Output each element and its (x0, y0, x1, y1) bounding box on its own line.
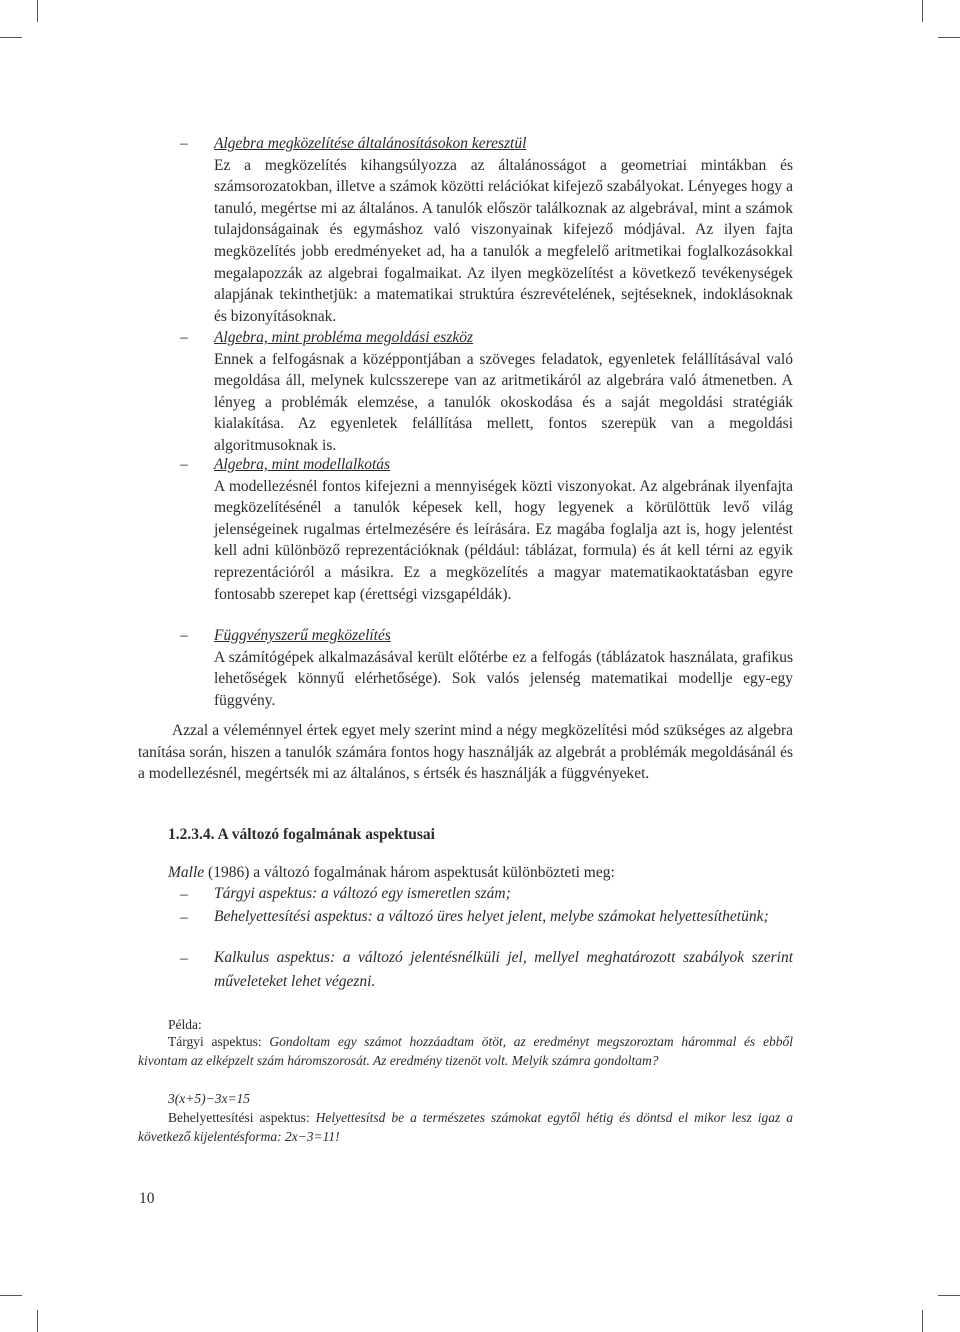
example-targyi (138, 1032, 793, 1070)
example-targyi-label: Tárgyi aspektus: (168, 1034, 270, 1049)
bullet-title: Algebra megközelítése általánosításokon keresztül (214, 135, 527, 152)
bullet-dash: – (180, 950, 188, 967)
example-targyi-text: Gondoltam egy számot hozzáadtam ötöt, az eredményt megszoroztam hárommal és ebből kivontam az elképzelt szám háromszorosát. Az eredmény tizenöt volt. Melyik számra gondoltam? (138, 1034, 793, 1068)
intro-paragraph (168, 862, 615, 884)
bullet-body: A számítógépek alkalmazásával került előtérbe ez a felfogás (táblázatok használata, grafikus lehetőségek könnyű elérhetősége). Sok valós jelenség matematikai modellje egy-egy függvény. (214, 648, 793, 709)
bullet-dash: – (180, 329, 188, 346)
aspect-item: Kalkulus aspektus: a változó jelentésnélküli jel, mellyel meghatározott szabályok szerint műveleteket lehet végezni. (214, 949, 793, 990)
example-behely-text: Helyettesítsd be a természetes számokat egytől hétig és döntsd el mikor lesz igaz a következő kijelentésforma: 2x−3=11! (138, 1110, 793, 1144)
example-formula-text: 3(x+5)−3x=15 (168, 1091, 251, 1106)
bullet-dash: – (180, 909, 188, 926)
crop-mark-bottom-right-h (938, 1295, 960, 1296)
bullet-dash: – (180, 886, 188, 903)
bullet-item (214, 133, 793, 327)
aspect-item: Behelyettesítési aspektus: a változó üres helyet jelent, melybe számokat helyettesíthetünk; (214, 908, 769, 925)
crop-mark-top-left (37, 0, 38, 22)
summary-paragraph: Azzal a véleménnyel értek egyet mely szerint mind a négy megközelítési mód szükséges az algebra tanítása során, hiszen a tanulók számára fontos hogy használják az algebrát a problémák megoldásánál és a modellezésnél, megértsék mi az általános, s értsék és használják a függvényeket. (138, 722, 793, 783)
example-behelyettesitesi (138, 1108, 793, 1146)
example-behely-label: Behelyettesítési aspektus: (168, 1110, 316, 1125)
crop-mark-top-left-h (0, 37, 22, 38)
bullet-title: Algebra, mint probléma megoldási eszköz (214, 329, 474, 346)
crop-mark-top-right (922, 0, 923, 22)
page-number: 10 (139, 1190, 155, 1207)
bullet-title: Algebra, mint modellalkotás (214, 456, 391, 473)
aspect-item: Tárgyi aspektus: a változó egy ismeretlen szám; (214, 885, 511, 902)
bullet-dash: – (180, 135, 188, 152)
bullet-body: A modellezésnél fontos kifejezni a mennyiségek közti viszonyokat. Az algebrának ilyenfajta megközelítésénél a tanulók képesek kell, hogy legyenek a körülöttük levő világ jelenségeinek rugalmas értelmezésére és leírására. Ez magába foglalja azt is, hogy jelentést kell adni különböző reprezentációknak (például: táblázat, formula) és át kell térni az egyik reprezentációról a másikra. Ez a megközelítés a magyar matematikaoktatásban egyre fontosabb szerepet kap (érettségi vizsgapéldák). (214, 477, 793, 603)
section-heading: 1.2.3.4. A változó fogalmának aspektusai (168, 826, 435, 843)
crop-mark-bottom-right (922, 1310, 923, 1332)
intro-author: Malle (168, 864, 205, 881)
bullet-dash: – (180, 456, 188, 473)
intro-text: (1986) a változó fogalmának három aspektusát különbözteti meg: (204, 864, 615, 881)
bullet-item (214, 327, 793, 457)
bullet-dash: – (180, 627, 188, 644)
bullet-item (214, 454, 793, 605)
example-label-text: Példa: (168, 1017, 202, 1032)
bullet-item (214, 625, 793, 711)
crop-mark-top-right-h (938, 37, 960, 38)
crop-mark-bottom-left (37, 1310, 38, 1332)
bullet-body: Ez a megközelítés kihangsúlyozza az általánosságot a geometriai mintákban és számsorozatokban, illetve a számok közötti relációkat kifejező szabályokat. Lényeges hogy a tanuló, megértse mi az általános. A tanulók először találkoznak az algebrával, mint a számok tulajdonságainak és egymáshoz való viszonyainak kifejező módjával. Az ilyen fajta megközelítés jobb eredményeket ad, ha a tanulók a megfelelő aritmetikai foglalkozásokkal megalapozzák az algebrai fogalmaikat. Az ilyen megközelítést a következő tevékenységek alapjának tekinthetjük: a matematikai struktúra észrevételének, sejtéseknek, indoklásoknak és bizonyításoknak. (214, 156, 793, 325)
crop-mark-bottom-left-h (0, 1295, 22, 1296)
example-formula (168, 1089, 468, 1108)
bullet-body: Ennek a felfogásnak a középpontjában a szöveges feladatok, egyenletek felállításával való megoldása áll, melynek kulcsszerepe van az aritmetikáról az algebrára való átmenetben. A lényeg a problémák elemzése, a tanulók okoskodása és a saját megoldási stratégiák kialakítása. Az egyenletek felállítása mellett, fontos szerepük van a megoldási algoritmusoknak is. (214, 350, 793, 454)
bullet-title: Függvényszerű megközelítés (214, 627, 391, 644)
